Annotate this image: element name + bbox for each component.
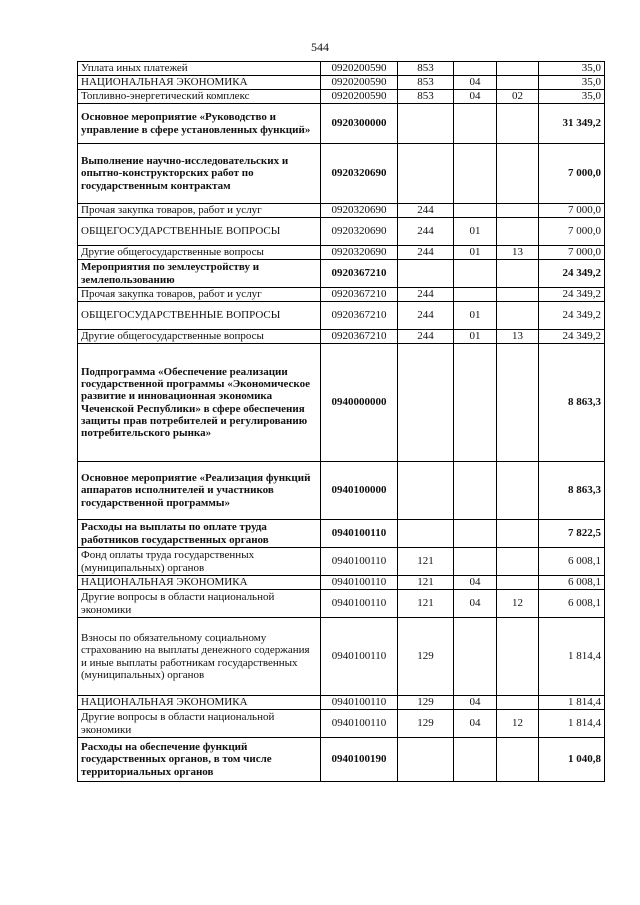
amount-cell: 31 349,2 <box>539 104 605 144</box>
section-cell <box>454 204 497 218</box>
table-row <box>78 344 605 462</box>
subsection-cell <box>497 520 539 548</box>
section-cell: 04 <box>454 590 497 618</box>
section-cell: 04 <box>454 76 497 90</box>
expense-name-cell: НАЦИОНАЛЬНАЯ ЭКОНОМИКА <box>78 76 321 90</box>
expense-name-cell: Прочая закупка товаров, работ и услуг <box>78 204 321 218</box>
amount-cell: 7 000,0 <box>539 144 605 204</box>
target-article-code-cell: 0920300000 <box>321 104 398 144</box>
amount-cell: 35,0 <box>539 76 605 90</box>
target-article-code-cell: 0940100110 <box>321 576 398 590</box>
table-row <box>78 696 605 710</box>
subsection-cell <box>497 62 539 76</box>
table-row <box>78 738 605 782</box>
target-article-code-cell: 0920200590 <box>321 90 398 104</box>
section-cell: 01 <box>454 246 497 260</box>
expense-type-cell <box>398 344 454 462</box>
expense-name-cell: ОБЩЕГОСУДАРСТВЕННЫЕ ВОПРОСЫ <box>78 218 321 246</box>
subsection-cell <box>497 288 539 302</box>
section-cell <box>454 548 497 576</box>
expense-type-cell: 244 <box>398 288 454 302</box>
table-row <box>78 90 605 104</box>
section-cell: 01 <box>454 330 497 344</box>
subsection-cell: 13 <box>497 330 539 344</box>
section-cell: 04 <box>454 90 497 104</box>
table-row <box>78 204 605 218</box>
expense-type-cell: 244 <box>398 218 454 246</box>
section-cell <box>454 738 497 782</box>
expense-type-cell <box>398 260 454 288</box>
table-row <box>78 576 605 590</box>
subsection-cell <box>497 738 539 782</box>
target-article-code-cell: 0940100110 <box>321 590 398 618</box>
amount-cell: 35,0 <box>539 62 605 76</box>
subsection-cell <box>497 344 539 462</box>
expense-name-cell: Расходы на обеспечение функций государственных органов, в том числе территориальных органов <box>78 738 321 782</box>
expense-name-cell: Подпрограмма «Обеспечение реализации государственной программы «Экономическое развитие и инновационная экономика Чеченской Республики» в сфере обеспечения защиты прав потребителей и регулированию потребительского рынка» <box>78 344 321 462</box>
section-cell: 04 <box>454 576 497 590</box>
target-article-code-cell: 0940100110 <box>321 696 398 710</box>
subsection-cell <box>497 696 539 710</box>
section-cell <box>454 520 497 548</box>
table-row <box>78 144 605 204</box>
expense-type-cell: 244 <box>398 330 454 344</box>
amount-cell: 1 814,4 <box>539 696 605 710</box>
target-article-code-cell: 0940100110 <box>321 618 398 696</box>
expense-name-cell: Фонд оплаты труда государственных (муниципальных) органов <box>78 548 321 576</box>
amount-cell: 24 349,2 <box>539 288 605 302</box>
section-cell <box>454 260 497 288</box>
target-article-code-cell: 0920320690 <box>321 144 398 204</box>
amount-cell: 8 863,3 <box>539 344 605 462</box>
amount-cell: 24 349,2 <box>539 302 605 330</box>
amount-cell: 6 008,1 <box>539 590 605 618</box>
expense-type-cell: 121 <box>398 590 454 618</box>
section-cell: 04 <box>454 710 497 738</box>
expense-type-cell: 853 <box>398 90 454 104</box>
expense-type-cell <box>398 738 454 782</box>
target-article-code-cell: 0940100110 <box>321 710 398 738</box>
expense-type-cell: 244 <box>398 204 454 218</box>
expense-name-cell: Мероприятия по землеустройству и землепользованию <box>78 260 321 288</box>
subsection-cell: 02 <box>497 90 539 104</box>
target-article-code-cell: 0920367210 <box>321 302 398 330</box>
expense-type-cell: 121 <box>398 576 454 590</box>
table-row <box>78 260 605 288</box>
table-row <box>78 104 605 144</box>
target-article-code-cell: 0920320690 <box>321 218 398 246</box>
amount-cell: 7 000,0 <box>539 246 605 260</box>
subsection-cell <box>497 462 539 520</box>
table-row <box>78 710 605 738</box>
table-row <box>78 302 605 330</box>
section-cell <box>454 344 497 462</box>
amount-cell: 8 863,3 <box>539 462 605 520</box>
expense-name-cell: Уплата иных платежей <box>78 62 321 76</box>
target-article-code-cell: 0920320690 <box>321 246 398 260</box>
expense-name-cell: Расходы на выплаты по оплате труда работников государственных органов <box>78 520 321 548</box>
amount-cell: 35,0 <box>539 90 605 104</box>
amount-cell: 6 008,1 <box>539 548 605 576</box>
expense-name-cell: Прочая закупка товаров, работ и услуг <box>78 288 321 302</box>
amount-cell: 1 814,4 <box>539 710 605 738</box>
table-row <box>78 548 605 576</box>
expense-name-cell: ОБЩЕГОСУДАРСТВЕННЫЕ ВОПРОСЫ <box>78 302 321 330</box>
expense-type-cell: 129 <box>398 618 454 696</box>
target-article-code-cell: 0940100110 <box>321 520 398 548</box>
subsection-cell <box>497 548 539 576</box>
table-row <box>78 462 605 520</box>
page-number: 544 <box>311 40 329 54</box>
subsection-cell <box>497 260 539 288</box>
subsection-cell <box>497 576 539 590</box>
expense-type-cell <box>398 462 454 520</box>
section-cell <box>454 618 497 696</box>
subsection-cell <box>497 218 539 246</box>
expense-name-cell: Выполнение научно-исследовательских и опытно-конструкторских работ по государственным контрактам <box>78 144 321 204</box>
table-row <box>78 330 605 344</box>
amount-cell: 1 040,8 <box>539 738 605 782</box>
subsection-cell: 13 <box>497 246 539 260</box>
expense-type-cell: 121 <box>398 548 454 576</box>
amount-cell: 7 000,0 <box>539 204 605 218</box>
expense-name-cell: Другие общегосударственные вопросы <box>78 246 321 260</box>
expense-type-cell <box>398 104 454 144</box>
expense-type-cell: 129 <box>398 710 454 738</box>
subsection-cell: 12 <box>497 590 539 618</box>
amount-cell: 24 349,2 <box>539 330 605 344</box>
section-cell <box>454 288 497 302</box>
table-row <box>78 246 605 260</box>
budget-table-body <box>78 62 605 782</box>
target-article-code-cell: 0920367210 <box>321 288 398 302</box>
amount-cell: 1 814,4 <box>539 618 605 696</box>
target-article-code-cell: 0940000000 <box>321 344 398 462</box>
table-row <box>78 520 605 548</box>
expense-name-cell: НАЦИОНАЛЬНАЯ ЭКОНОМИКА <box>78 576 321 590</box>
subsection-cell <box>497 618 539 696</box>
expense-type-cell: 853 <box>398 62 454 76</box>
target-article-code-cell: 0920320690 <box>321 204 398 218</box>
table-row <box>78 218 605 246</box>
expense-name-cell: НАЦИОНАЛЬНАЯ ЭКОНОМИКА <box>78 696 321 710</box>
expense-type-cell <box>398 520 454 548</box>
target-article-code-cell: 0940100110 <box>321 548 398 576</box>
expense-type-cell: 244 <box>398 246 454 260</box>
expense-type-cell: 853 <box>398 76 454 90</box>
table-row <box>78 288 605 302</box>
budget-table <box>77 61 605 782</box>
section-cell <box>454 62 497 76</box>
subsection-cell <box>497 76 539 90</box>
subsection-cell <box>497 204 539 218</box>
target-article-code-cell: 0920367210 <box>321 260 398 288</box>
subsection-cell <box>497 302 539 330</box>
section-cell <box>454 462 497 520</box>
expense-name-cell: Взносы по обязательному социальному страхованию на выплаты денежного содержания и иные выплаты работникам государственных (муниципальных) органов <box>78 618 321 696</box>
expense-name-cell: Другие вопросы в области национальной экономики <box>78 710 321 738</box>
expense-name-cell: Топливно-энергетический комплекс <box>78 90 321 104</box>
expense-type-cell <box>398 144 454 204</box>
target-article-code-cell: 0920367210 <box>321 330 398 344</box>
section-cell <box>454 104 497 144</box>
target-article-code-cell: 0940100190 <box>321 738 398 782</box>
expense-name-cell: Другие общегосударственные вопросы <box>78 330 321 344</box>
expense-name-cell: Основное мероприятие «Реализация функций аппаратов исполнителей и участников государственной программы» <box>78 462 321 520</box>
table-row <box>78 76 605 90</box>
subsection-cell <box>497 144 539 204</box>
target-article-code-cell: 0920200590 <box>321 62 398 76</box>
expense-name-cell: Другие вопросы в области национальной экономики <box>78 590 321 618</box>
expense-name-cell: Основное мероприятие «Руководство и управление в сфере установленных функций» <box>78 104 321 144</box>
table-row <box>78 590 605 618</box>
amount-cell: 6 008,1 <box>539 576 605 590</box>
section-cell: 01 <box>454 218 497 246</box>
amount-cell: 7 000,0 <box>539 218 605 246</box>
section-cell: 04 <box>454 696 497 710</box>
subsection-cell <box>497 104 539 144</box>
amount-cell: 7 822,5 <box>539 520 605 548</box>
section-cell: 01 <box>454 302 497 330</box>
subsection-cell: 12 <box>497 710 539 738</box>
section-cell <box>454 144 497 204</box>
table-row <box>78 62 605 76</box>
target-article-code-cell: 0940100000 <box>321 462 398 520</box>
target-article-code-cell: 0920200590 <box>321 76 398 90</box>
expense-type-cell: 129 <box>398 696 454 710</box>
table-row <box>78 618 605 696</box>
expense-type-cell: 244 <box>398 302 454 330</box>
amount-cell: 24 349,2 <box>539 260 605 288</box>
